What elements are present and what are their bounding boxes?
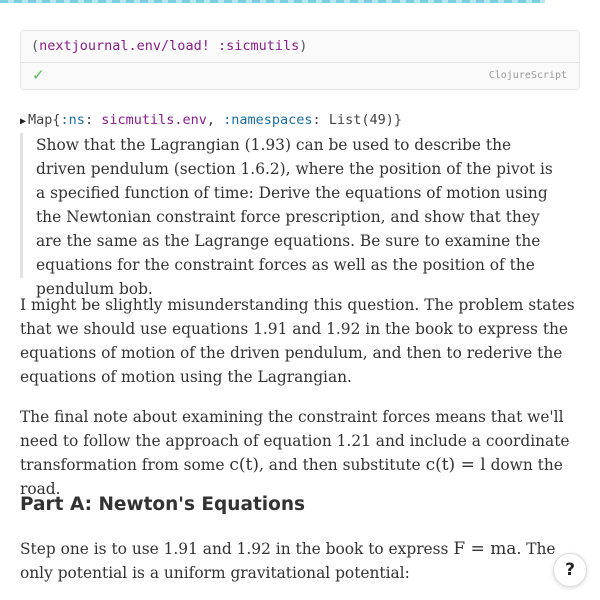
result-sep: : (312, 112, 329, 128)
result-sep: : (84, 112, 102, 128)
math-f-ma: F = ma (453, 539, 517, 559)
exercise-blockquote (20, 133, 583, 298)
result-viewer[interactable] (20, 112, 402, 128)
help-button[interactable]: ? (553, 553, 587, 587)
paragraph-2 (20, 405, 585, 501)
check-icon: ✓ (32, 66, 45, 84)
math-c-t: c(t) (229, 455, 259, 475)
math-c-t-equals-l: c(t) = l (425, 455, 486, 475)
expand-triangle-icon[interactable]: ▶ (20, 116, 27, 127)
text: , and then substitute (258, 456, 426, 474)
code-paren: ) (299, 38, 308, 54)
cell-footer (21, 62, 579, 90)
result-prefix: Map{ (28, 112, 61, 128)
language-label: ClojureScript (488, 70, 567, 81)
text: The final note about examining the constraint forces means that we'll need to follow the approach of equation 1.21 and include a coordinate transformation from some (20, 408, 570, 474)
loading-progress-bar (0, 0, 545, 3)
result-key: :namespaces (223, 112, 313, 128)
result-key: :ns (60, 112, 85, 128)
text: down the road. (20, 456, 563, 498)
section-heading: Part A: Newton's Equations (20, 494, 306, 515)
result-suffix: } (393, 112, 402, 128)
exercise-text: Show that the Lagrangian (1.93) can be used to describe the driven pendulum (section 1.6.2), where the position of the pivot is a specified function of time: Derive the equations of motion using the Newtonian constraint force prescription, and show that they are the same as the Lagrange equations. Be sure to examine the equations for the constraint forces as well as the position of the pendulum bob. (36, 136, 553, 298)
code-function: nextjournal.env/load! (39, 38, 210, 54)
code-cell[interactable] (20, 30, 580, 90)
text: . The only potential is a uniform gravitational potential: (20, 540, 556, 582)
code-keyword: :sicmutils (217, 38, 300, 54)
result-comma: , (206, 112, 224, 128)
paragraph-3 (20, 537, 585, 585)
result-value: List(49) (328, 112, 394, 128)
paragraph-1: I might be slightly misunderstanding this question. The problem states that we should use equations 1.91 and 1.92 in the book to express the equations of motion of the driven pendulum, and then to rederive the equations of motion using the Lagrangian. (20, 296, 575, 386)
code-line[interactable] (31, 38, 307, 54)
result-value: sicmutils.env (101, 112, 207, 128)
code-paren: ( (31, 38, 40, 54)
text: Step one is to use 1.91 and 1.92 in the book to express (20, 540, 454, 558)
